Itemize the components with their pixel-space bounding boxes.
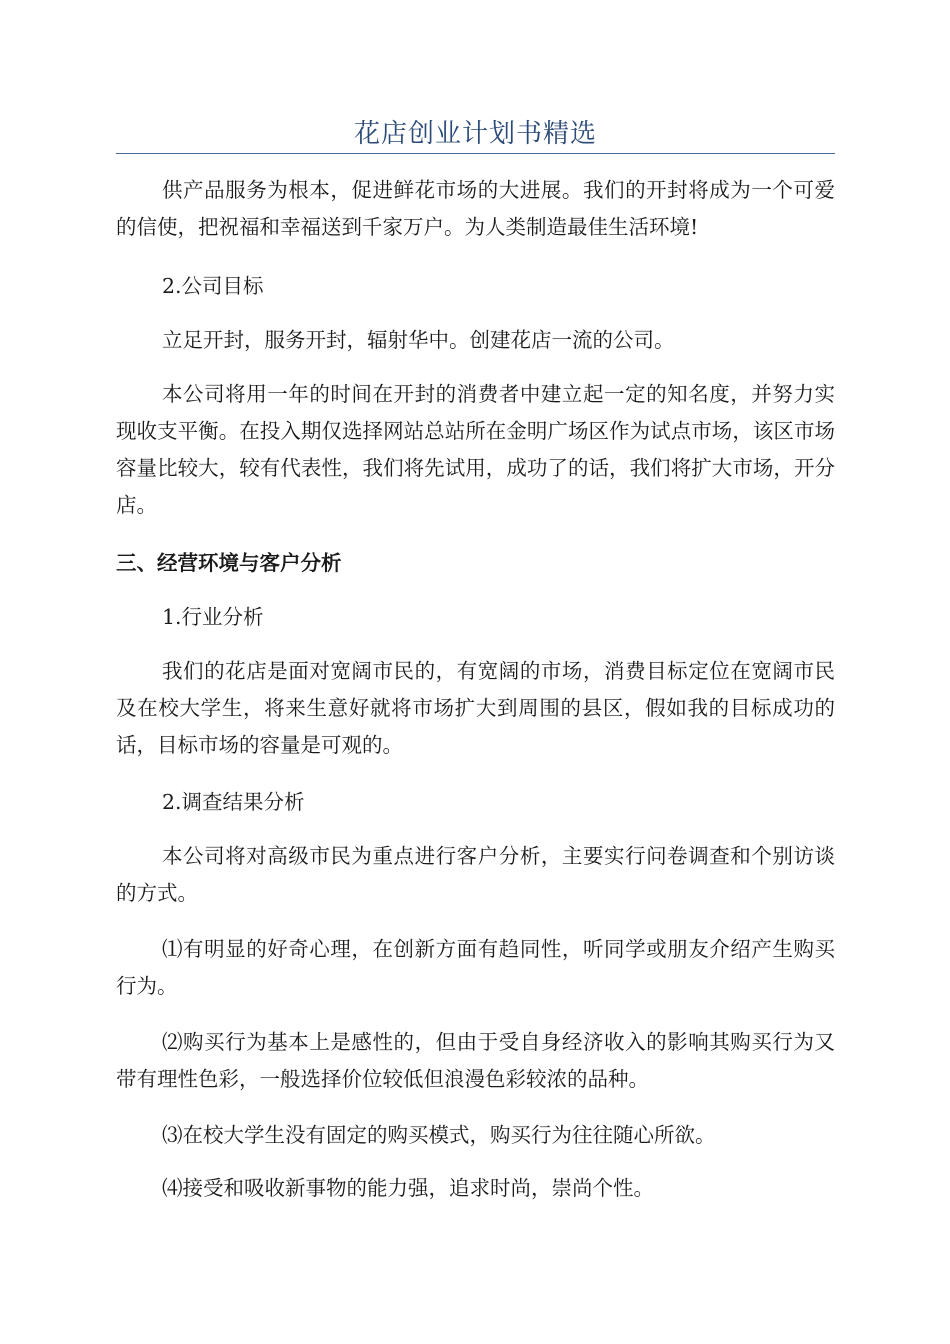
paragraph-goal: 立足开封，服务开封，辐射华中。创建花店一流的公司。 [162, 328, 675, 352]
paragraph-plan: 本公司将用一年的时间在开封的消费者中建立起一定的知名度，并努力实现收支平衡。在投入期仅选择网站总站所在金明广场区作为试点市场，该区市场容量比较大，较有代表性，我们将先试用，成功了的话，我们将扩大市场，开分店。 [116, 382, 835, 517]
list-item-4: ⑷接受和吸收新事物的能力强，追求时尚，崇尚个性。 [162, 1176, 654, 1200]
paragraph-intro: 供产品服务为根本，促进鲜花市场的大进展。我们的开封将成为一个可爱的信使，把祝福和幸福送到千家万户。为人类制造最佳生活环境! [116, 178, 835, 239]
list-item-2: ⑵购买行为基本上是感性的，但由于受自身经济收入的影响其购买行为又带有理性色彩，一般选择价位较低但浪漫色彩较浓的品种。 [116, 1030, 835, 1091]
section-heading-environment: 三、经营环境与客户分析 [116, 551, 342, 575]
list-item-1: ⑴有明显的好奇心理，在创新方面有趋同性，听同学或朋友介绍产生购买行为。 [116, 937, 835, 998]
paragraph-survey: 本公司将对高级市民为重点进行客户分析，主要实行问卷调查和个别访谈的方式。 [116, 844, 835, 905]
subheading-industry-analysis: 1.行业分析 [162, 605, 264, 629]
paragraph-industry: 我们的花店是面对宽阔市民的，有宽阔的市场，消费目标定位在宽阔市民及在校大学生，将来生意好就将市场扩大到周围的县区，假如我的目标成功的话，目标市场的容量是可观的。 [116, 659, 835, 757]
list-item-3: ⑶在校大学生没有固定的购买模式，购买行为往往随心所欲。 [162, 1123, 716, 1147]
subheading-company-goal: 2.公司目标 [162, 274, 264, 298]
subheading-survey-analysis: 2.调查结果分析 [162, 790, 305, 814]
title-underline [116, 153, 835, 154]
document-title: 花店创业计划书精选 [353, 119, 597, 149]
